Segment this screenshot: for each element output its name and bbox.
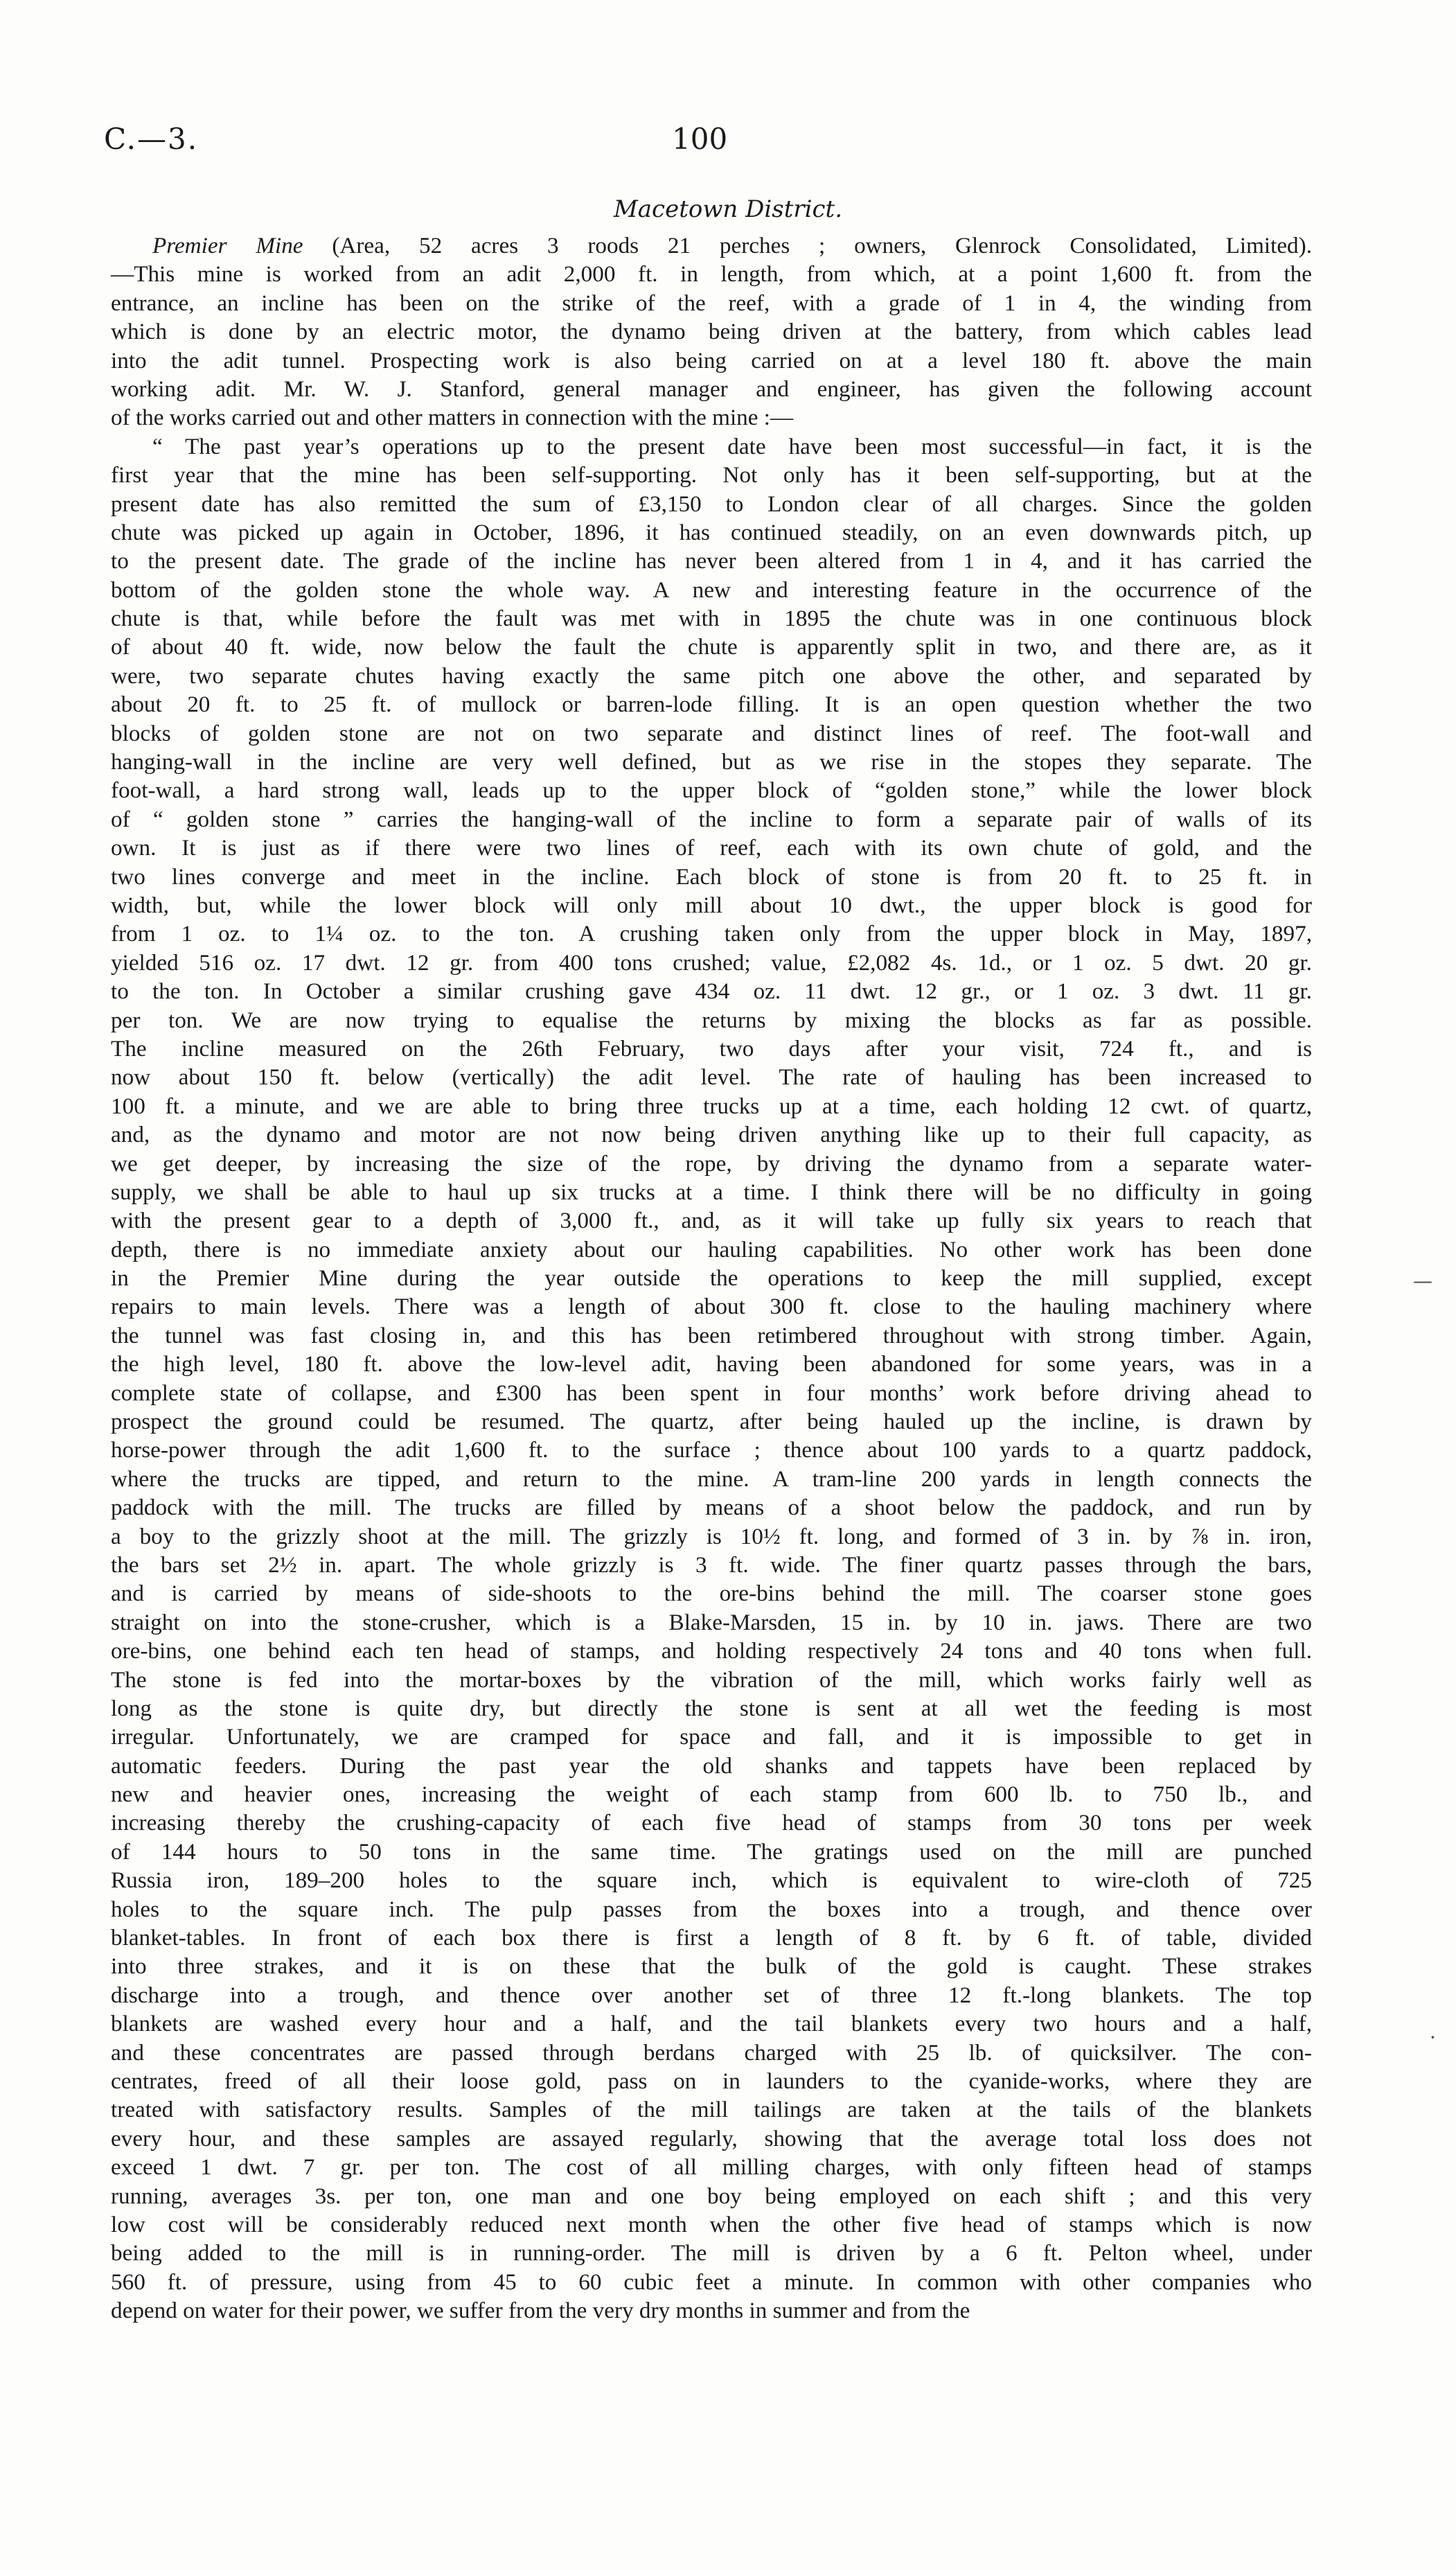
text-line: with the present gear to a depth of 3,000 ft., and, as it will take up fully six years to reach that (111, 1208, 1312, 1234)
text-line: to the ton. In October a similar crushing gave 434 oz. 11 dwt. 12 gr., or 1 oz. 3 dwt. 11 gr. (111, 978, 1312, 1005)
text-line: blankets are washed every hour and a half, and the tail blankets every two hours and a half, (111, 2011, 1312, 2037)
text-line: the bars set 2½ in. apart. The whole grizzly is 3 ft. wide. The finer quartz passes through the bars, (111, 1551, 1312, 1578)
text-line: holes to the square inch. The pulp passes from the boxes into a trough, and thence over (111, 1896, 1312, 1922)
text-line: foot-wall, a hard strong wall, leads up to the upper block of “golden stone,” while the lower block (111, 777, 1312, 804)
text-line: and, as the dynamo and motor are not now being driven anything like up to their full capacity, as (111, 1122, 1312, 1148)
text-line: working adit. Mr. W. J. Stanford, general manager and engineer, has given the following account (111, 376, 1312, 402)
text-line: new and heavier ones, increasing the weight of each stamp from 600 lb. to 750 lb., and (111, 1781, 1312, 1808)
text-line: blocks of golden stone are not on two separate and distinct lines of reef. The foot-wall and (111, 720, 1312, 746)
text-line: prospect the ground could be resumed. The quartz, after being hauled up the incline, is drawn by (111, 1409, 1312, 1435)
text-line: exceed 1 dwt. 7 gr. per ton. The cost of all milling charges, with only fifteen head of stamps (111, 2154, 1312, 2181)
text-line: being added to the mill is in running-order. The mill is driven by a 6 ft. Pelton wheel, under (111, 2240, 1312, 2267)
text-line: Premier Mine (Area, 52 acres 3 roods 21 perches ; owners, Glenrock Consolidated, Limited). (152, 233, 1312, 258)
text-line: from 1 oz. to 1¼ oz. to the ton. A crushing taken only from the upper block in May, 1897, (111, 921, 1312, 947)
text-line: treated with satisfactory results. Samples of the mill tailings are taken at the tails of the blankets (111, 2097, 1312, 2123)
text-line: and these concentrates are passed through berdans charged with 25 lb. of quicksilver. The con- (111, 2039, 1312, 2066)
paragraph (111, 432, 1312, 2325)
document-reference: C.—3. (104, 122, 199, 156)
text-line: supply, we shall be able to haul up six trucks at a time. I think there will be no difficulty in going (111, 1179, 1312, 1205)
text-line: yielded 516 oz. 17 dwt. 12 gr. from 400 tons crushed; value, £2,082 4s. 1d., or 1 oz. 5 dwt. 20 gr. (111, 949, 1312, 976)
text-line: repairs to main levels. There was a length of about 300 ft. close to the hauling machinery where (111, 1294, 1312, 1320)
text-line: entrance, an incline has been on the strike of the reef, with a grade of 1 in 4, the winding from (111, 290, 1312, 316)
section-title: Macetown District. (613, 195, 843, 223)
text-line: bottom of the golden stone the whole way. A new and interesting feature in the occurrence of the (111, 577, 1312, 603)
text-line: per ton. We are now trying to equalise the returns by mixing the blocks as far as possible. (111, 1007, 1312, 1033)
text-line: automatic feeders. During the past year the old shanks and tappets have been replaced by (111, 1752, 1312, 1779)
text-line: we get deeper, by increasing the size of the rope, by driving the dynamo from a separate water- (111, 1150, 1312, 1177)
text-line: ore-bins, one behind each ten head of stamps, and holding respectively 24 tons and 40 tons when full. (111, 1638, 1312, 1664)
text-line: hanging-wall in the incline are very well defined, but as we rise in the stopes they separate. The (111, 749, 1312, 775)
text-line: depend on water for their power, we suffer from the very dry months in summer and from the (111, 2298, 970, 2324)
text-line: discharge into a trough, and thence over another set of three 12 ft.-long blankets. The top (111, 1982, 1312, 2008)
text-line: two lines converge and meet in the incline. Each block of stone is from 20 ft. to 25 ft. in (111, 863, 1312, 890)
text-line: of about 40 ft. wide, now below the fault the chute is apparently split in two, and there are, as it (111, 634, 1312, 660)
text-line: The incline measured on the 26th February, two days after your visit, 724 ft., and is (111, 1035, 1312, 1062)
text-line: into three strakes, and it is on these that the bulk of the gold is caught. These strakes (111, 1953, 1312, 1980)
text-line: depth, there is no immediate anxiety about our hauling capabilities. No other work has been done (111, 1236, 1312, 1262)
text-line: in the Premier Mine during the year outside the operations to keep the mill supplied, except (111, 1265, 1312, 1292)
text-line: now about 150 ft. below (vertically) the adit level. The rate of hauling has been increased to (111, 1064, 1312, 1091)
text-line: complete state of collapse, and £300 has been spent in four months’ work before driving ahead to (111, 1380, 1312, 1406)
text-line: and is carried by means of side-shoots to the ore-bins behind the mill. The coarser stone goes (111, 1581, 1312, 1607)
text-line: paddock with the mill. The trucks are filled by means of a shoot below the paddock, and run by (111, 1495, 1312, 1521)
text-line: “ The past year’s operations up to the present date have been most successful—in fact, it is the (152, 433, 1312, 459)
text-line: Russia iron, 189–200 holes to the square inch, which is equivalent to wire-cloth of 725 (111, 1867, 1312, 1894)
text-line: chute was picked up again in October, 1896, it has continued steadily, on an even downwards pitch, up (111, 519, 1312, 545)
text-line: 100 ft. a minute, and we are able to bring three trucks up at a time, each holding 12 cwt. of quartz, (111, 1093, 1312, 1119)
page-number: 100 (672, 122, 728, 156)
text-line: which is done by an electric motor, the dynamo being driven at the battery, from which cables lead (111, 319, 1312, 345)
text-line: were, two separate chutes having exactly the same pitch one above the other, and separated by (111, 662, 1312, 689)
paragraph (111, 231, 1312, 432)
text-line: of the works carried out and other matters in connection with the mine :— (111, 405, 794, 431)
text-line: of “ golden stone ” carries the hanging-wall of the incline to form a separate pair of walls of its (111, 806, 1312, 832)
text-line: The stone is fed into the mortar-boxes by the vibration of the mill, which works fairly well as (111, 1666, 1312, 1693)
text-line: chute is that, while before the fault was met with in 1895 the chute was in one continuous block (111, 606, 1312, 632)
text-line: —This mine is worked from an adit 2,000 ft. in length, from which, at a point 1,600 ft. from the (111, 261, 1312, 288)
text-line: low cost will be considerably reduced next month when the other five head of stamps which is now (111, 2211, 1312, 2237)
text-line: present date has also remitted the sum of £3,150 to London clear of all charges. Since the golden (111, 491, 1312, 517)
text-line: horse-power through the adit 1,600 ft. to the surface ; thence about 100 yards to a quartz paddock, (111, 1437, 1312, 1463)
margin-mark: · (1430, 2026, 1436, 2049)
text-line: own. It is just as if there were two lines of reef, each with its own chute of gold, and the (111, 835, 1312, 861)
text-line: a boy to the grizzly shoot at the mill. The grizzly is 10½ ft. long, and formed of 3 in. by ⅞ in. iron, (111, 1523, 1312, 1549)
text-line: centrates, freed of all their loose gold, pass on in launders to the cyanide-works, where they are (111, 2068, 1312, 2094)
text-line: where the trucks are tipped, and return to the mine. A tram-line 200 yards in length connects the (111, 1466, 1312, 1492)
text-line: increasing thereby the crushing-capacity of each five head of stamps from 30 tons per week (111, 1810, 1312, 1836)
body-text (111, 231, 1312, 2325)
text-line: every hour, and these samples are assayed regularly, showing that the average total loss does not (111, 2125, 1312, 2151)
text-line: blanket-tables. In front of each box there is first a length of 8 ft. by 6 ft. of table, divided (111, 1925, 1312, 1951)
text-line: of 144 hours to 50 tons in the same time. The gratings used on the mill are punched (111, 1838, 1312, 1865)
text-line: to the present date. The grade of the incline has never been altered from 1 in 4, and it has carried the (111, 548, 1312, 574)
text-line: long as the stone is quite dry, but directly the stone is sent at all wet the feeding is most (111, 1695, 1312, 1721)
text-line: the tunnel was fast closing in, and this has been retimbered throughout with strong timber. Again, (111, 1322, 1312, 1348)
text-line: irregular. Unfortunately, we are cramped for space and fall, and it is impossible to get in (111, 1724, 1312, 1750)
text-line: first year that the mine has been self-supporting. Not only has it been self-supporting, but at the (111, 462, 1312, 489)
text-line: into the adit tunnel. Prospecting work is also being carried on at a level 180 ft. above the main (111, 347, 1312, 373)
margin-mark: — (1413, 1269, 1432, 1292)
text-line: the high level, 180 ft. above the low-level adit, having been abandoned for some years, was in a (111, 1351, 1312, 1378)
text-line: width, but, while the lower block will only mill about 10 dwt., the upper block is good for (111, 892, 1312, 918)
text-line: 560 ft. of pressure, using from 45 to 60 cubic feet a minute. In common with other companies who (111, 2269, 1312, 2295)
text-line: straight on into the stone-crusher, which is a Blake-Marsden, 15 in. by 10 in. jaws. There are two (111, 1609, 1312, 1635)
text-line: running, averages 3s. per ton, one man and one boy being employed on each shift ; and this very (111, 2183, 1312, 2209)
text-line: about 20 ft. to 25 ft. of mullock or barren-lode filling. It is an open question whether the two (111, 692, 1312, 718)
